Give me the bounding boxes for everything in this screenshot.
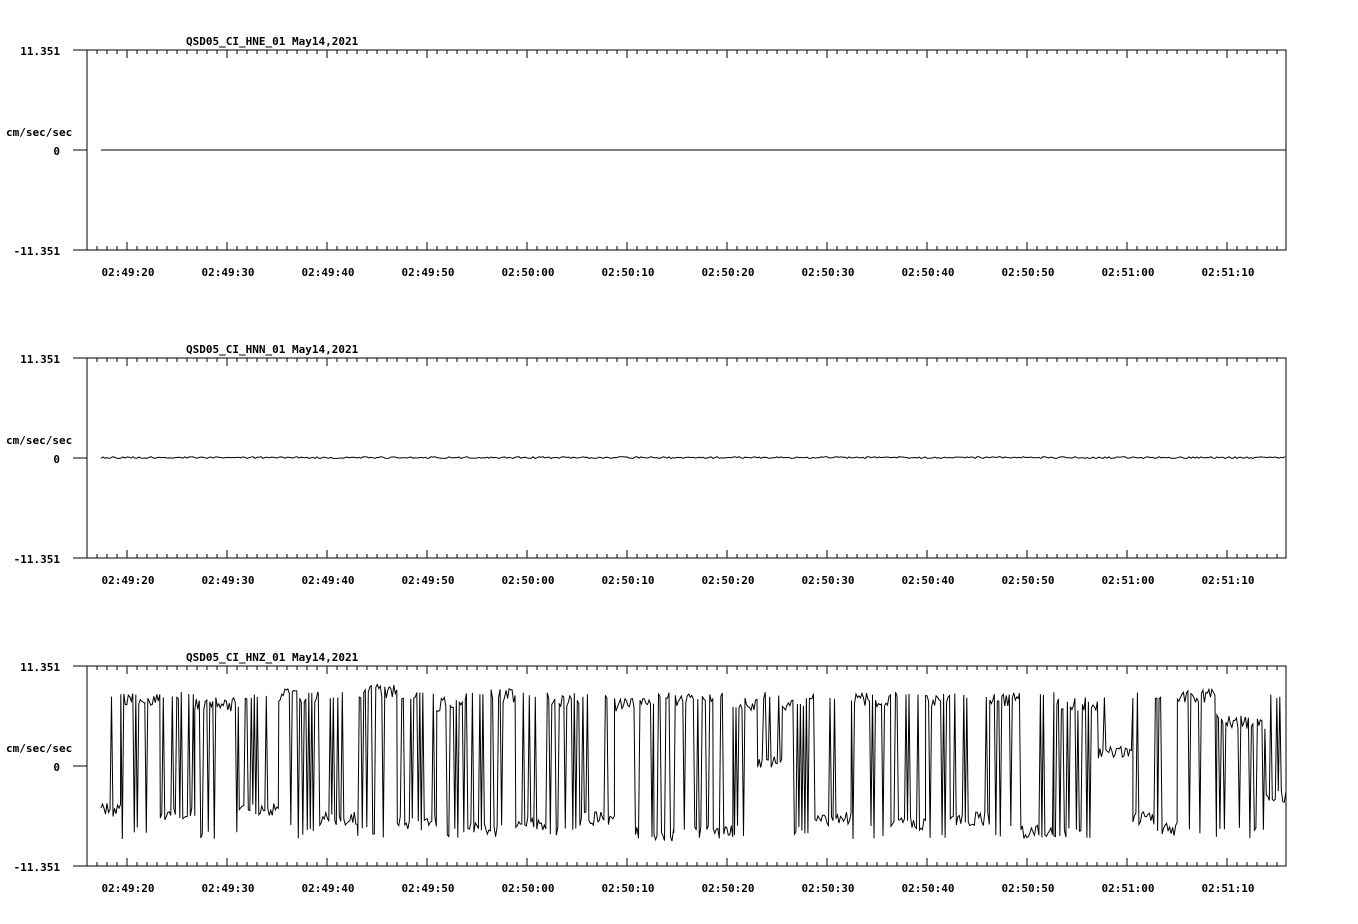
x-tick-label: 02:49:50	[401, 574, 455, 587]
x-tick-label: 02:51:00	[1101, 574, 1155, 587]
x-tick-label: 02:50:40	[901, 266, 955, 279]
x-tick-label: 02:49:20	[101, 266, 155, 279]
y-axis-label: cm/sec/sec	[6, 434, 73, 447]
x-tick-label: 02:49:30	[201, 882, 255, 895]
x-tick-label: 02:50:50	[1001, 574, 1055, 587]
y-tick-label-zero: 0	[53, 453, 60, 466]
x-tick-label: 02:49:40	[301, 882, 355, 895]
y-tick-label-max: 11.351	[20, 353, 60, 366]
x-tick-label: 02:51:10	[1201, 574, 1255, 587]
y-tick-label-min: -11.351	[13, 861, 60, 874]
x-tick-label: 02:49:40	[301, 266, 355, 279]
x-tick-label: 02:50:50	[1001, 266, 1055, 279]
x-tick-label: 02:51:00	[1101, 266, 1155, 279]
x-tick-label: 02:49:50	[401, 882, 455, 895]
x-tick-label: 02:51:10	[1201, 882, 1255, 895]
x-tick-label: 02:50:10	[601, 882, 655, 895]
waveform-trace	[101, 685, 1286, 842]
waveform-trace	[101, 457, 1285, 459]
panel-title: QSD05_CI_HNZ_01 May14,2021	[186, 651, 359, 664]
x-tick-label: 02:49:30	[201, 574, 255, 587]
x-tick-label: 02:50:40	[901, 574, 955, 587]
x-tick-label: 02:49:50	[401, 266, 455, 279]
panel-hnn	[6, 343, 1286, 587]
x-tick-label: 02:50:20	[701, 882, 755, 895]
y-tick-label-min: -11.351	[13, 553, 60, 566]
panel-title: QSD05_CI_HNE_01 May14,2021	[186, 35, 359, 48]
x-tick-label: 02:49:20	[101, 882, 155, 895]
x-tick-label: 02:50:00	[501, 574, 555, 587]
x-tick-label: 02:50:30	[801, 266, 855, 279]
x-tick-label: 02:49:30	[201, 266, 255, 279]
y-tick-label-zero: 0	[53, 145, 60, 158]
x-tick-label: 02:50:40	[901, 882, 955, 895]
x-tick-labels	[102, 882, 1255, 895]
y-tick-label-min: -11.351	[13, 245, 60, 258]
x-tick-label: 02:50:50	[1001, 882, 1055, 895]
waveform-line	[101, 457, 1285, 459]
panel-hnz	[6, 651, 1286, 895]
x-tick-label: 02:50:00	[501, 882, 555, 895]
x-tick-label: 02:49:20	[101, 574, 155, 587]
x-tick-label: 02:50:10	[601, 266, 655, 279]
y-axis-label: cm/sec/sec	[6, 742, 73, 755]
x-tick-label: 02:49:40	[301, 574, 355, 587]
panel-title: QSD05_CI_HNN_01 May14,2021	[186, 343, 359, 356]
waveform-line	[101, 685, 1286, 842]
panel-hne	[6, 35, 1286, 279]
x-tick-label: 02:50:30	[801, 574, 855, 587]
x-tick-label: 02:50:10	[601, 574, 655, 587]
y-axis-label: cm/sec/sec	[6, 126, 73, 139]
x-tick-label: 02:50:00	[501, 266, 555, 279]
y-tick-label-zero: 0	[53, 761, 60, 774]
x-tick-label: 02:51:00	[1101, 882, 1155, 895]
x-tick-label: 02:50:20	[701, 574, 755, 587]
y-tick-label-max: 11.351	[20, 661, 60, 674]
x-tick-label: 02:50:20	[701, 266, 755, 279]
x-tick-label: 02:51:10	[1201, 266, 1255, 279]
x-tick-labels	[102, 574, 1255, 587]
x-tick-label: 02:50:30	[801, 882, 855, 895]
y-tick-label-max: 11.351	[20, 45, 60, 58]
x-tick-labels	[102, 266, 1255, 279]
